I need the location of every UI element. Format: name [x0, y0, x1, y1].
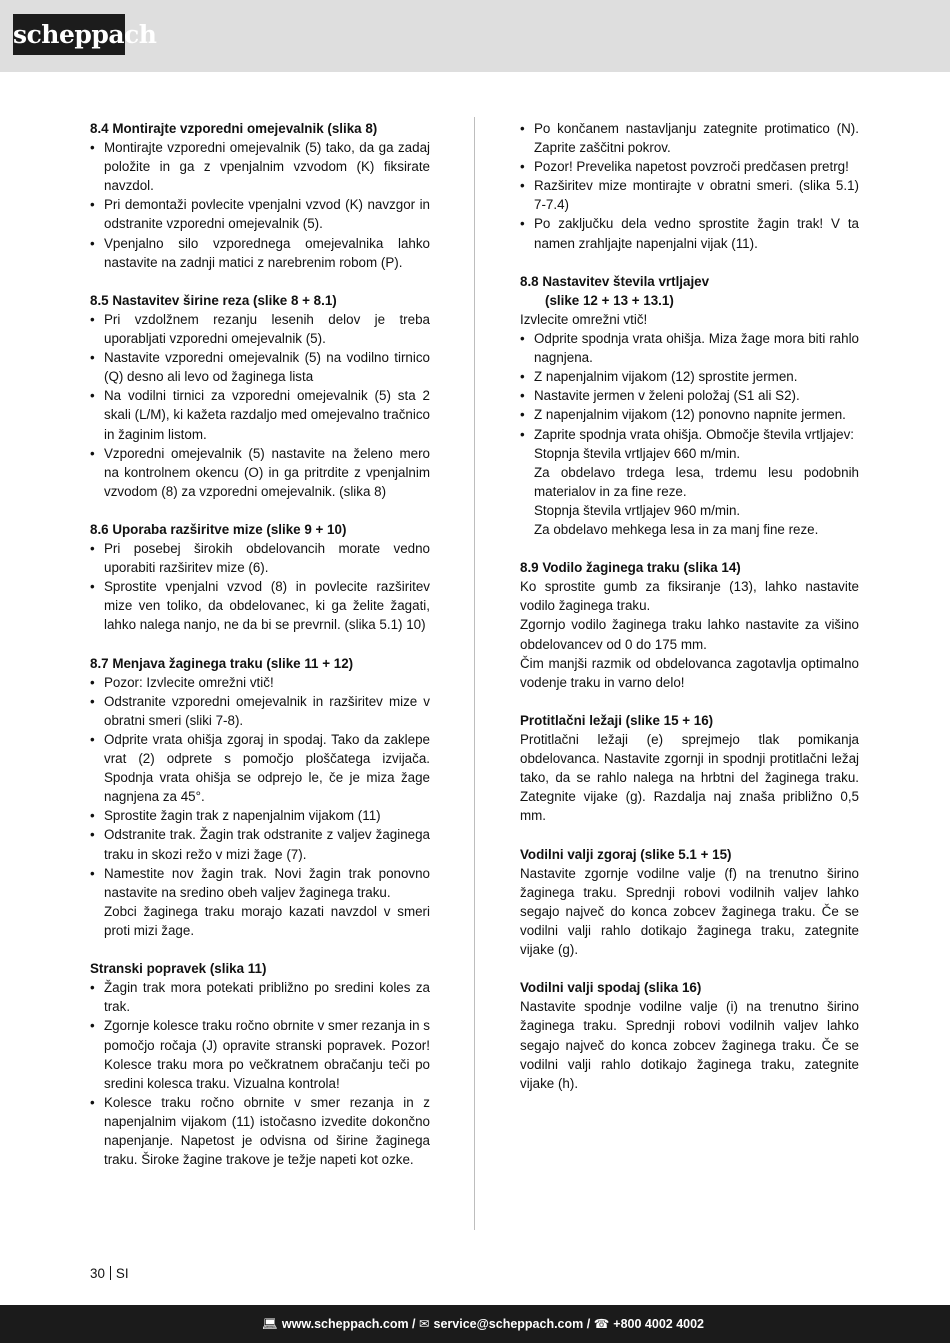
page-language: SI — [115, 1266, 129, 1281]
list-item: • Odstranite trak. Žagin trak odstranite z valjev žaginega traku in skozi režo v mizi žage (7). — [90, 825, 430, 863]
list-item: • Razširitev mize montirajte v obratni smeri. (slika 5.1) 7-7.4) — [520, 176, 859, 214]
page-number-value: 30 — [90, 1266, 105, 1281]
list-item: • Pri posebej širokih obdelovancih morate vedno uporabiti razširitev mize (6). — [90, 539, 430, 577]
list-item: • Z napenjalnim vijakom (12) ponovno napnite jermen. — [520, 405, 859, 424]
section-intro: Izvlecite omrežni vtič! — [520, 311, 648, 327]
section-heading: Protitlačni ležaji (slike 15 + 16) — [520, 712, 714, 728]
section-8-5 — [90, 291, 430, 501]
list-item: • Zgornje kolesce traku ročno obrnite v smer rezanja in s pomočjo ročaja (J) opravite stranski popravek. Pozor! Kolesce traku mora po večkratnem obračanju teči po sredini kolesca traku. Vizualna kontrola! — [90, 1016, 430, 1092]
list-item: • Vzporedni omejevalnik (5) nastavite na želeno mero na kontrolnem okencu (O) in ga pritrdite z vpenjalnim vzvodom (8) za vzporedni omejevalnik. (slika 8) — [90, 444, 430, 501]
paragraph: Ko sprostite gumb za fiksiranje (13), lahko nastavite vodilo žaginega traku. — [520, 579, 859, 614]
paragraph: Nastavite zgornje vodilne valje (f) na trenutno širino žaginega traku. Sprednji robovi vodilnih valjev lahko segajo največ do konca zobcev žaginega traku. Če se vodilni valji rahlo dotikajo žaginega traku, zategnite vijake (g). — [520, 865, 859, 958]
list-item-note: Zobci žaginega traku morajo kazati navzdol v smeri proti mizi žage. — [104, 903, 430, 938]
section-vodilni-valji-zgoraj — [520, 845, 859, 960]
list-item — [90, 864, 430, 940]
list-item: • Montirajte vzporedni omejevalnik (5) tako, da ga zadaj položite in ga z vpenjalnim vzvodom (K) fiksirate navzdol. — [90, 138, 430, 195]
list-item: • Pozor! Prevelika napetost povzroči predčasen pretrg! — [520, 157, 859, 176]
bullet-list — [520, 329, 859, 539]
list-item: • Pozor: Izvlecite omrežni vtič! — [90, 673, 430, 692]
paragraph: Zgornjo vodilo žaginega traku lahko nastavite za višino obdelovancev od 0 do 175 mm. — [520, 617, 859, 652]
section-heading — [520, 272, 859, 310]
footer-phone: +800 4002 4002 — [613, 1317, 704, 1331]
bullet-list — [90, 310, 430, 501]
list-item: • Sprostite vpenjalni vzvod (8) in povlecite razširitev mize ven toliko, da obdelovanec, ki ga želite žagati, lahko nalega nanjo, ne da bi se prevrnil. (slika 5.1) 10) — [90, 577, 430, 634]
paragraph: Nastavite spodnje vodilne valje (i) na trenutno širino žaginega traku. Sprednji robovi vodilnih valjev lahko segajo največ do konca zobcev žaginega traku. Če se vodilni valji rahlo dotikajo žaginega traku, zategnite vijake (h). — [520, 999, 859, 1091]
bullet-list — [90, 673, 430, 940]
section-stranski-popravek — [90, 959, 430, 1169]
footer-website: www.scheppach.com / — [281, 1317, 416, 1331]
section-8-7 — [90, 654, 430, 940]
list-item: • Pri demontaži povlecite vpenjalni vzvod (K) navzgor in odstranite vzporedni omejevalnik (5). — [90, 195, 430, 233]
section-heading: 8.6 Uporaba razširitve mize (slike 9 + 10) — [90, 521, 347, 537]
list-item: • Odstranite vzporedni omejevalnik in razširitev mize v obratni smeri (sliki 7-8). — [90, 692, 430, 730]
left-column — [90, 119, 430, 1169]
section-heading: 8.7 Menjava žaginega traku (slike 11 + 12) — [90, 655, 354, 671]
list-item: • Odprite vrata ohišja zgoraj in spodaj. Tako da zaklepe vrat (2) odprete s pomočjo ploščatega izvijača. Spodnja vrata ohišja se odprejo le, če je miza žage nagnjena za 45°. — [90, 730, 430, 806]
column-divider — [474, 117, 475, 1230]
speed-line: Za obdelavo trdega lesa, trdemu lesu podobnih materialov in za fine reze. — [534, 464, 859, 499]
section-heading: Stranski popravek (slika 11) — [90, 961, 267, 977]
list-item: • Po končanem nastavljanju zategnite protimatico (N). Zaprite zaščitni pokrov. — [520, 119, 859, 157]
speed-line: Stopnja števila vrtljajev 660 m/min. — [534, 445, 741, 461]
section-protitlacni-lezaji — [520, 711, 859, 826]
bullet-list — [90, 138, 430, 272]
section-heading-sub: (slike 12 + 13 + 13.1) — [545, 292, 674, 308]
list-item: • Žagin trak mora potekati približno po sredini koles za trak. — [90, 978, 430, 1016]
list-item-text: Zaprite spodnja vrata ohišja. Območje števila vrtljajev: — [534, 426, 855, 442]
phone-icon: ☎ — [593, 1317, 610, 1331]
list-item: • Po zaključku dela vedno sprostite žagin trak! V ta namen zrahljajte napenjalni vijak (11). — [520, 214, 859, 252]
bullet-list — [520, 119, 859, 253]
list-item: • Pri vzdolžnem rezanju lesenih delov je treba uporabljati vzporedni omejevalnik (5). — [90, 310, 430, 348]
right-column — [520, 119, 859, 1093]
list-item: • Nastavite vzporedni omejevalnik (5) na vodilno tirnico (Q) desno ali levo od žaginega lista — [90, 348, 430, 386]
brand-logo: scheppach — [13, 14, 125, 55]
section-vodilni-valji-spodaj — [520, 978, 859, 1093]
list-item: • Z napenjalnim vijakom (12) sprostite jermen. — [520, 367, 859, 386]
list-item: • Odprite spodnja vrata ohišja. Miza žage mora biti rahlo nagnjena. — [520, 329, 859, 367]
bullet-list — [90, 978, 430, 1169]
list-item: • Nastavite jermen v želeni položaj (S1 ali S2). — [520, 386, 859, 405]
list-item: • Na vodilni tirnici za vzporedni omejevalnik (5) sta 2 skali (L/M), ki kažeta razdaljo med omejevalno tračnico in žaginim listom. — [90, 386, 430, 443]
list-item — [520, 425, 859, 540]
section-8-7-continued — [520, 119, 859, 253]
section-8-4 — [90, 119, 430, 272]
section-heading-title: 8.8 Nastavitev števila vrtljajev — [520, 273, 710, 289]
paragraph: Protitlačni ležaji (e) sprejmejo tlak pomikanja obdelovanca. Nastavite zgornji in spodnji protitlačni ležaj tako, da se rahlo nalega na hrbtni del žaginega traku. Zategnite vijake (g). Razdalja naj znaša približno 0,5 mm. — [520, 732, 859, 824]
list-item: • Sprostite žagin trak z napenjalnim vijakom (11) — [90, 806, 430, 825]
bullet-list — [90, 539, 430, 634]
speed-line: Stopnja števila vrtljajev 960 m/min. — [534, 502, 741, 518]
section-heading: 8.4 Montirajte vzporedni omejevalnik (slika 8) — [90, 121, 378, 136]
page-number — [90, 1266, 129, 1281]
section-heading: Vodilni valji zgoraj (slike 5.1 + 15) — [520, 846, 732, 862]
footer-email: service@scheppach.com / — [433, 1317, 591, 1331]
section-heading: 8.9 Vodilo žaginega traku (slika 14) — [520, 560, 741, 576]
page-header — [0, 0, 950, 72]
page-footer — [0, 1305, 950, 1343]
list-item-text: Namestite nov žagin trak. Novi žagin trak ponovno nastavite na sredino obeh valjev žaginega traku. — [104, 865, 430, 900]
section-8-8 — [520, 272, 859, 539]
laptop-icon: 💻︎ — [262, 1317, 278, 1331]
list-item: • Kolesce traku ročno obrnite v smer rezanja in z napenjalnim vijakom (11) istočasno izvedite dokončno napenjanje. Napetost je odvisna od širine žaginega traku. Široke žagine trakove je težje napeti kot ozke. — [90, 1093, 430, 1169]
section-heading: Vodilni valji spodaj (slika 16) — [520, 980, 702, 996]
section-8-9 — [520, 558, 859, 692]
section-heading: 8.5 Nastavitev širine reza (slike 8 + 8.1) — [90, 292, 337, 308]
list-item: • Vpenjalno silo vzporednega omejevalnika lahko nastavite na zadnji matici z narebrenim robom (P). — [90, 234, 430, 272]
speed-line: Za obdelavo mehkega lesa in za manj fine reze. — [534, 521, 819, 537]
footer-contact — [262, 1316, 704, 1332]
section-8-6 — [90, 520, 430, 635]
mail-icon: ✉ — [419, 1317, 430, 1331]
paragraph: Čim manjši razmik od obdelovanca zagotavlja optimalno vodenje traku in varno delo! — [520, 655, 859, 690]
page-number-separator — [110, 1266, 111, 1280]
